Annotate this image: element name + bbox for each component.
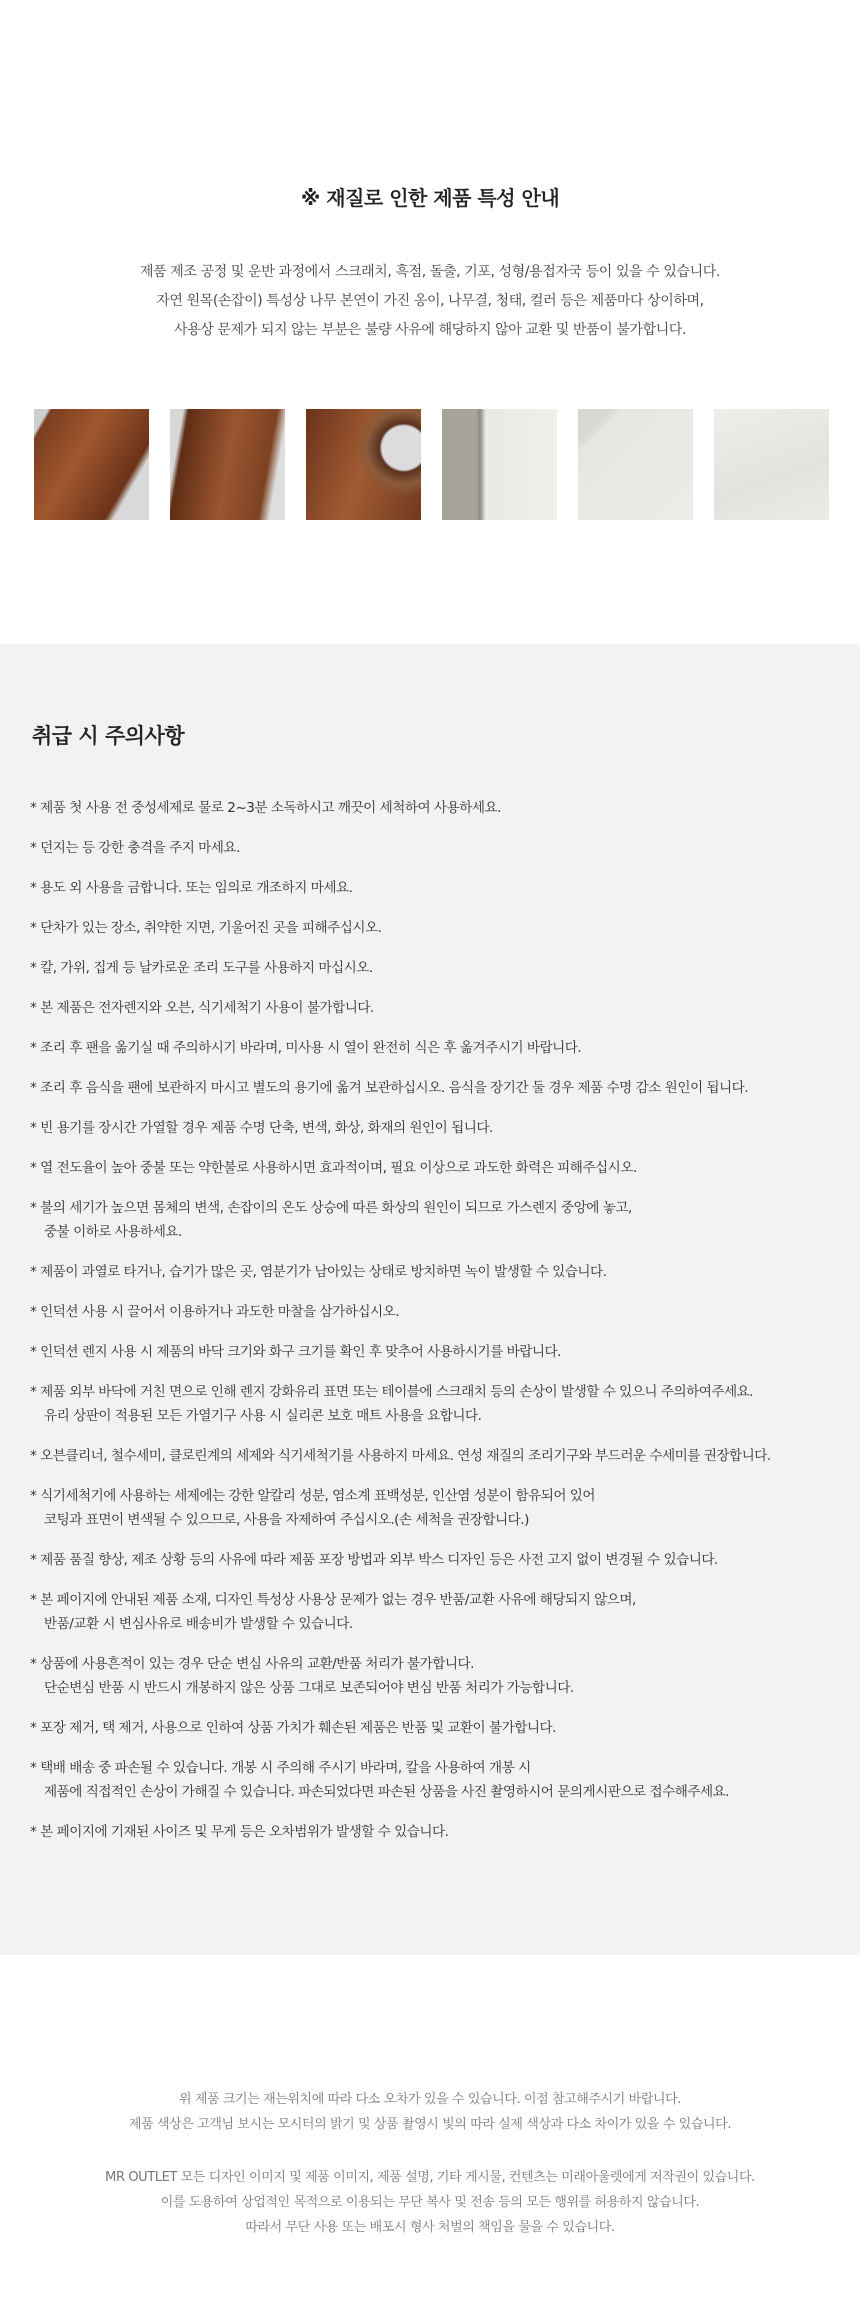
caution-line: 반품/교환 시 변심사유로 배송비가 발생할 수 있습니다.	[44, 1616, 353, 1632]
caution-item	[30, 1036, 850, 1060]
cautions-list	[30, 796, 850, 1860]
caution-line: * 제품이 과열로 타거나, 습기가 많은 곳, 염분기가 남아있는 상태로 방치하면 녹이 발생할 수 있습니다.	[30, 1264, 607, 1280]
caution-line: * 제품 외부 바닥에 거친 면으로 인해 렌지 강화유리 표면 또는 테이블에 스크래치 등의 손상이 발생할 수 있으니 주의하여주세요.	[30, 1384, 754, 1400]
caution-item	[30, 1116, 850, 1140]
caution-line: 유리 상판이 적용된 모든 가열기구 사용 시 실리콘 보호 매트 사용을 요합니다.	[44, 1408, 482, 1424]
caution-item	[30, 956, 850, 980]
caution-line: * 빈 용기를 장시간 가열할 경우 제품 수명 단축, 변색, 화상, 화재의 원인이 됩니다.	[30, 1120, 493, 1136]
caution-line: * 던지는 등 강한 충격을 주지 마세요.	[30, 840, 240, 856]
caution-line: * 조리 후 팬을 옮기실 때 주의하시기 바라며, 미사용 시 열이 완전히 식은 후 옮겨주시기 바랍니다.	[30, 1040, 582, 1056]
surface-edge-photo	[442, 409, 557, 520]
copyright-line: 따라서 무단 사용 또는 배포시 형사 처벌의 책임을 물을 수 있습니다.	[245, 2220, 615, 2235]
caution-line: * 본 페이지에 기재된 사이즈 및 무게 등은 오차범위가 발생할 수 있습니다.	[30, 1824, 449, 1840]
caution-item	[30, 996, 850, 1020]
caution-line: * 칼, 가위, 집게 등 날카로운 조리 도구를 사용하지 마십시오.	[30, 960, 373, 976]
intro-line: 제품 제조 공정 및 운반 과정에서 스크래치, 흑점, 돌출, 기포, 성형/용접자국 등이 있을 수 있습니다.	[140, 264, 720, 280]
caution-line: * 상품에 사용흔적이 있는 경우 단순 변심 사유의 교환/반품 처리가 불가합니다.	[30, 1656, 474, 1672]
intro-line: 자연 원목(손잡이) 특성상 나무 본연이 가진 옹이, 나무결, 청태, 컬러 등은 제품마다 상이하며,	[156, 293, 704, 309]
footer-line: 제품 색상은 고객님 보시는 모시터의 밝기 및 상품 촬영시 빛의 따라 실제 색상과 다소 차이가 있을 수 있습니다.	[128, 2117, 732, 2132]
material-photo-row	[34, 409, 829, 520]
caution-item	[30, 1380, 850, 1428]
caution-line: * 인덕션 사용 시 끌어서 이용하거나 과도한 마찰을 삼가하십시오.	[30, 1304, 400, 1320]
caution-item	[30, 1076, 850, 1100]
caution-line: * 택배 배송 중 파손될 수 있습니다. 개봉 시 주의해 주시기 바라며, 칼을 사용하여 개봉 시	[30, 1760, 531, 1776]
caution-line: * 포장 제거, 택 제거, 사용으로 인하여 상품 가치가 훼손된 제품은 반품 및 교환이 불가합니다.	[30, 1720, 556, 1736]
caution-line: * 제품 품질 향상, 제조 상황 등의 사유에 따라 제품 포장 방법과 외부 박스 디자인 등은 사전 고지 없이 변경될 수 있습니다.	[30, 1552, 718, 1568]
caution-item	[30, 1716, 850, 1740]
footer-line: 위 제품 크기는 재는위치에 따라 다소 오차가 있을 수 있습니다. 이점 참고해주시기 바랍니다.	[178, 2092, 682, 2107]
caution-line: * 불의 세기가 높으면 몸체의 변색, 손잡이의 온도 상승에 따른 화상의 원인이 되므로 가스렌지 중앙에 놓고,	[30, 1200, 632, 1216]
material-notice-title: ※ 재질로 인한 제품 특성 안내	[300, 186, 560, 210]
copyright-line: 이를 도용하여 상업적인 목적으로 이용되는 무단 복사 및 전송 등의 모든 행위를 허용하지 않습니다.	[160, 2195, 700, 2210]
caution-item	[30, 796, 850, 820]
wood-handle-knot-photo	[170, 409, 285, 520]
wood-handle-scratch-photo	[34, 409, 149, 520]
material-notice-text	[0, 258, 860, 345]
caution-line: * 조리 후 음식을 팬에 보관하지 마시고 별도의 용기에 옮겨 보관하십시오. 음식을 장기간 둘 경우 제품 수명 감소 원인이 됩니다.	[30, 1080, 749, 1096]
caution-line: * 용도 외 사용을 금합니다. 또는 임의로 개조하지 마세요.	[30, 880, 353, 896]
caution-line: * 본 페이지에 안내된 제품 소재, 디자인 특성상 사용상 문제가 없는 경우 반품/교환 사유에 해당되지 않으며,	[30, 1592, 636, 1608]
caution-item	[30, 1820, 850, 1844]
caution-item	[30, 1548, 850, 1572]
caution-line: 제품에 직접적인 손상이 가해질 수 있습니다. 파손되었다면 파손된 상품을 사진 촬영하시어 문의게시판으로 접수해주세요.	[44, 1784, 730, 1800]
intro-line: 사용상 문제가 되지 않는 부분은 불량 사유에 해당하지 않아 교환 및 반품이 불가합니다.	[174, 322, 686, 338]
caution-line: * 인덕션 렌지 사용 시 제품의 바닥 크기와 화구 크기를 확인 후 맞추어 사용하시기를 바랍니다.	[30, 1344, 561, 1360]
caution-line: 중불 이하로 사용하세요.	[44, 1224, 182, 1240]
caution-line: * 열 전도율이 높아 중불 또는 약한불로 사용하시면 효과적이며, 필요 이상으로 과도한 화력은 피해주십시오.	[30, 1160, 637, 1176]
caution-item	[30, 1300, 850, 1324]
wood-handle-grain-photo	[306, 409, 421, 520]
caution-line: 코팅과 표면이 변색될 수 있으므로, 사용을 자제하여 주십시오.(손 세척을 권장합니다.)	[44, 1512, 529, 1528]
caution-line: * 제품 첫 사용 전 중성세제로 물로 2~3분 소독하시고 깨끗이 세척하여 사용하세요.	[30, 800, 501, 816]
material-notice-section	[0, 0, 860, 644]
caution-item	[30, 836, 850, 860]
caution-item	[30, 1156, 850, 1180]
cautions-title: 취급 시 주의사항	[32, 724, 185, 748]
footer-notice	[0, 2087, 860, 2240]
caution-item	[30, 1444, 850, 1468]
surface-texture-photo	[714, 409, 829, 520]
caution-line: * 본 제품은 전자렌지와 오븐, 식기세척기 사용이 불가합니다.	[30, 1000, 374, 1016]
caution-item	[30, 1196, 850, 1244]
caution-line: * 단차가 있는 장소, 취약한 지면, 기울어진 곳을 피해주십시오.	[30, 920, 382, 936]
surface-spot-photo	[578, 409, 693, 520]
caution-line: 단순변심 반품 시 반드시 개봉하지 않은 상품 그대로 보존되어야 변심 반품 처리가 가능합니다.	[44, 1680, 574, 1696]
copyright-line: MR OUTLET 모든 디자인 이미지 및 제품 이미지, 제품 설명, 기타 게시물, 컨텐츠는 미래아울렛에게 저작권이 있습니다.	[105, 2170, 755, 2185]
caution-item	[30, 916, 850, 940]
caution-item	[30, 1588, 850, 1636]
caution-item	[30, 1652, 850, 1700]
caution-item	[30, 876, 850, 900]
caution-item	[30, 1340, 850, 1364]
caution-item	[30, 1484, 850, 1532]
caution-item	[30, 1260, 850, 1284]
caution-item	[30, 1756, 850, 1804]
caution-line: * 오븐클리너, 철수세미, 클로린계의 세제와 식기세척기를 사용하지 마세요. 연성 재질의 조리기구와 부드러운 수세미를 권장합니다.	[30, 1448, 771, 1464]
caution-line: * 식기세척기에 사용하는 세제에는 강한 알칼리 성분, 염소계 표백성분, 인산염 성분이 함유되어 있어	[30, 1488, 596, 1504]
